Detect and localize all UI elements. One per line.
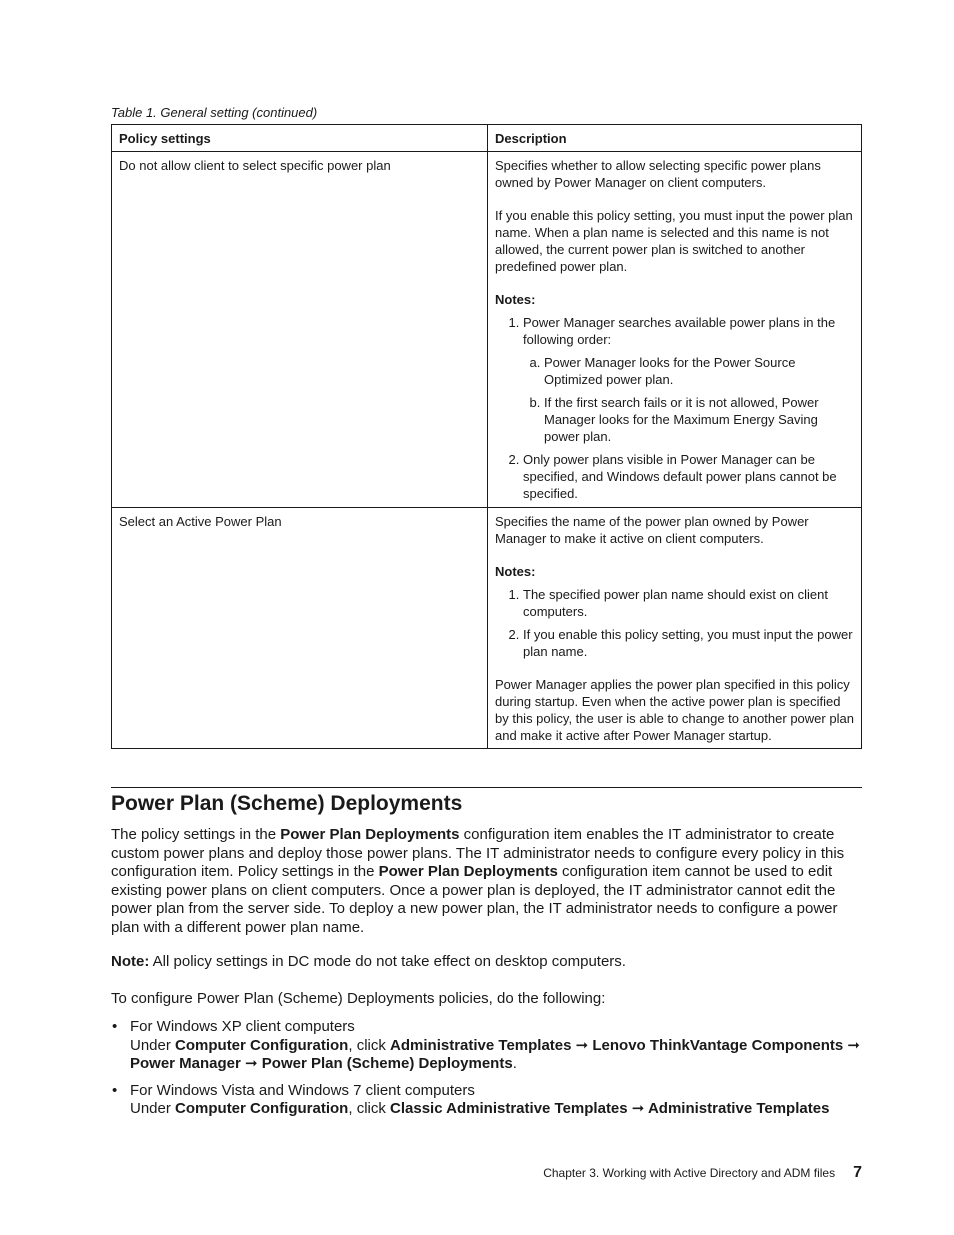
- list-item: 1. The specified power plan name should exist on client computers.: [523, 586, 854, 620]
- general-setting-table: [111, 124, 862, 749]
- policy-setting-cell: Select an Active Power Plan: [112, 508, 488, 749]
- column-header-policy-settings: Policy settings: [112, 125, 488, 152]
- section-title: Power Plan (Scheme) Deployments: [111, 792, 463, 815]
- bullet-title: • For Windows Vista and Windows 7 client computers: [130, 1081, 475, 1099]
- list-item: b. If the first search fails or it is not allowed, Power Manager looks for the Maximum Energy Saving power plan.: [544, 394, 854, 445]
- section-body: [111, 826, 866, 1127]
- note-text: Power Manager searches available power plans in the following order:: [523, 315, 836, 347]
- steps-list: [111, 1018, 866, 1119]
- text-run: Under: [130, 1100, 176, 1117]
- bold-term: Classic Administrative Templates ➞ Administrative Templates: [390, 1100, 830, 1117]
- description-paragraph: Specifies the name of the power plan owned by Power Manager to make it active on client computers.: [495, 514, 809, 546]
- column-header-description: Description: [488, 125, 862, 152]
- bullet-path: [130, 1037, 866, 1074]
- list-item: 2. Only power plans visible in Power Manager can be specified, and Windows default power plans cannot be specified.: [523, 451, 854, 502]
- table-row: [112, 508, 862, 749]
- text-run: , click: [348, 1036, 391, 1054]
- list-item: a. Power Manager looks for the Power Source Optimized power plan.: [544, 354, 854, 388]
- table-header-row: [112, 125, 862, 152]
- section-divider: [111, 787, 862, 788]
- text-run: configuration item enables the IT administrator to create custom power plans and deploy those power plans. The IT administrator needs to configure every policy in this configuration item. Policy settings in the: [111, 826, 845, 880]
- policy-setting-cell: Do not allow client to select specific power plan: [112, 152, 488, 508]
- list-item: [523, 314, 854, 445]
- bold-term: Power Plan Deployments: [280, 826, 460, 843]
- text-run: , click: [348, 1100, 391, 1117]
- description-paragraph: Specifies whether to allow selecting specific power plans owned by Power Manager on client computers.: [495, 158, 821, 190]
- text-run: The policy settings in the: [111, 826, 281, 843]
- note-label: Note:: [111, 953, 150, 970]
- description-paragraph: Power Manager applies the power plan specified in this policy during startup. Even when the active power plan is specified by this policy, the user is able to change to another power plan and make it active after Power Manager startup.: [495, 677, 854, 743]
- page-number: 7: [853, 1164, 862, 1181]
- table-caption: Table 1. General setting (continued): [111, 105, 318, 120]
- description-cell: [488, 152, 862, 508]
- description-cell: [488, 508, 862, 749]
- list-item: [111, 1018, 866, 1074]
- table-row: [112, 152, 862, 508]
- bullet-title: • For Windows XP client computers: [130, 1018, 355, 1035]
- bold-term: Power Plan Deployments: [378, 863, 558, 880]
- instruction-paragraph: To configure Power Plan (Scheme) Deployments policies, do the following:: [111, 989, 606, 1007]
- description-paragraph: If you enable this policy setting, you must input the power plan name. When a plan name is selected and this name is not allowed, the current power plan is switched to another predefined power plan.: [495, 208, 853, 274]
- bold-term: Administrative Templates ➞ Lenovo ThinkVantage Components ➞ Power Manager ➞ Power Plan (Scheme) Deployments: [130, 1036, 860, 1072]
- sub-notes-list: [523, 354, 854, 445]
- notes-list: [495, 314, 854, 502]
- notes-label: Notes:: [495, 564, 536, 579]
- bold-term: Computer Configuration: [175, 1036, 349, 1054]
- text-run: configuration item cannot be used to edit existing power plans on client computers. Once a power plan is deployed, the IT administrator cannot edit the power plan from the server side. To deploy a new power plan, the IT administrator needs to configure a power plan with a different power plan name.: [111, 863, 838, 936]
- note-paragraph: [111, 953, 866, 972]
- intro-paragraph: [111, 826, 866, 937]
- text-run: Under: [130, 1036, 176, 1054]
- text-run: .: [512, 1055, 517, 1072]
- page-footer: [543, 1164, 862, 1182]
- chapter-title: Chapter 3. Working with Active Directory and ADM files: [543, 1166, 836, 1180]
- note-text: All policy settings in DC mode do not take effect on desktop computers.: [149, 953, 626, 970]
- list-item: 2. If you enable this policy setting, you must input the power plan name.: [523, 626, 854, 660]
- bullet-path: [130, 1100, 866, 1119]
- bold-term: Computer Configuration: [175, 1100, 349, 1117]
- notes-label: Notes:: [495, 292, 536, 307]
- list-item: [111, 1082, 866, 1119]
- notes-list: [495, 586, 854, 660]
